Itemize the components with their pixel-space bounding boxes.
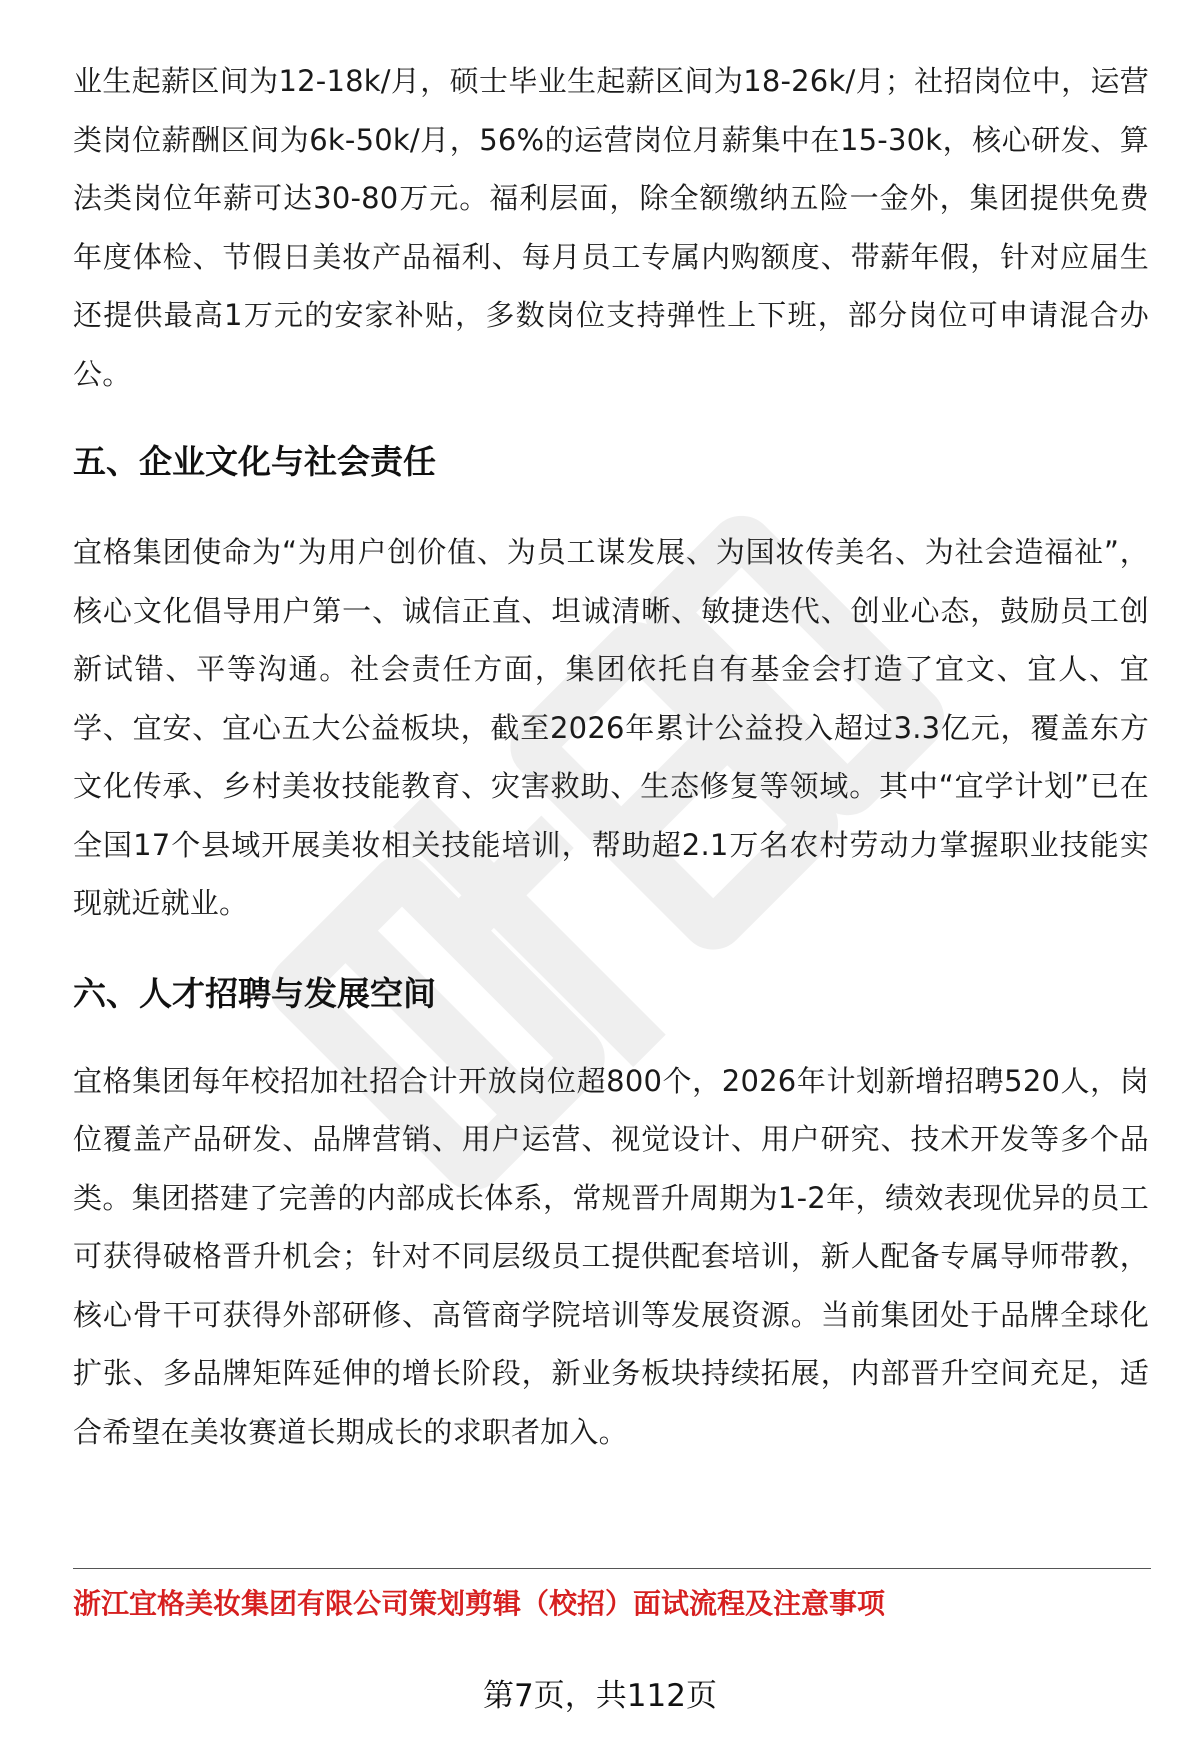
- paragraph-culture-responsibility: 宜格集团使命为“为用户创价值、为员工谋发展、为国妆传美名、为社会造福祉”，核心文化倡导用户第一、诚信正直、坦诚清晰、敏捷迭代、创业心态，鼓励员工创新试错、平等沟通。社会责任方面，集团依托自有基金会打造了宜文、宜人、宜学、宜安、宜心五大公益板块，截至2026年累计公益投入超过3.3亿元，覆盖东方文化传承、乡村美妆技能教育、灾害救助、生态修复等领域。其中“宜学计划”已在全国17个县域开展美妆相关技能培训，帮助超2.1万名农村劳动力掌握职业技能实现就近就业。: [73, 535, 1149, 920]
- footer-divider: [73, 1568, 1151, 1569]
- paragraph-salary-benefits: 业生起薪区间为12-18k/月，硕士毕业生起薪区间为18-26k/月；社招岗位中，运营类岗位薪酬区间为6k-50k/月，56%的运营岗位月薪集中在15-30k，核心研发、算法类岗位年薪可达30-80万元。福利层面，除全额缴纳五险一金外，集团提供免费年度体检、节假日美妆产品福利、每月员工专属内购额度、带薪年假，针对应届生还提供最高1万元的安家补贴，多数岗位支持弹性上下班，部分岗位可申请混合办公。: [73, 64, 1149, 391]
- paragraph-recruitment-growth: 宜格集团每年校招加社招合计开放岗位超800个，2026年计划新增招聘520人，岗位覆盖产品研发、品牌营销、用户运营、视觉设计、用户研究、技术开发等多个品类。集团搭建了完善的内部成长体系，常规晋升周期为1-2年，绩效表现优异的员工可获得破格晋升机会；针对不同层级员工提供配套培训，新人配备专属导师带教，核心骨干可获得外部研修、高管商学院培训等发展资源。当前集团处于品牌全球化扩张、多品牌矩阵延伸的增长阶段，新业务板块持续拓展，内部晋升空间充足，适合希望在美妆赛道长期成长的求职者加入。: [73, 1063, 1149, 1449]
- document-page: [73, 52, 1149, 1461]
- footer-document-title: 浙江宜格美妆集团有限公司策划剪辑（校招）面试流程及注意事项: [73, 1587, 886, 1620]
- section-heading-culture: 五、企业文化与社会责任: [73, 442, 436, 481]
- page-number: 第7页，共112页: [483, 1678, 717, 1714]
- section-heading-recruitment: 六、人才招聘与发展空间: [73, 973, 436, 1013]
